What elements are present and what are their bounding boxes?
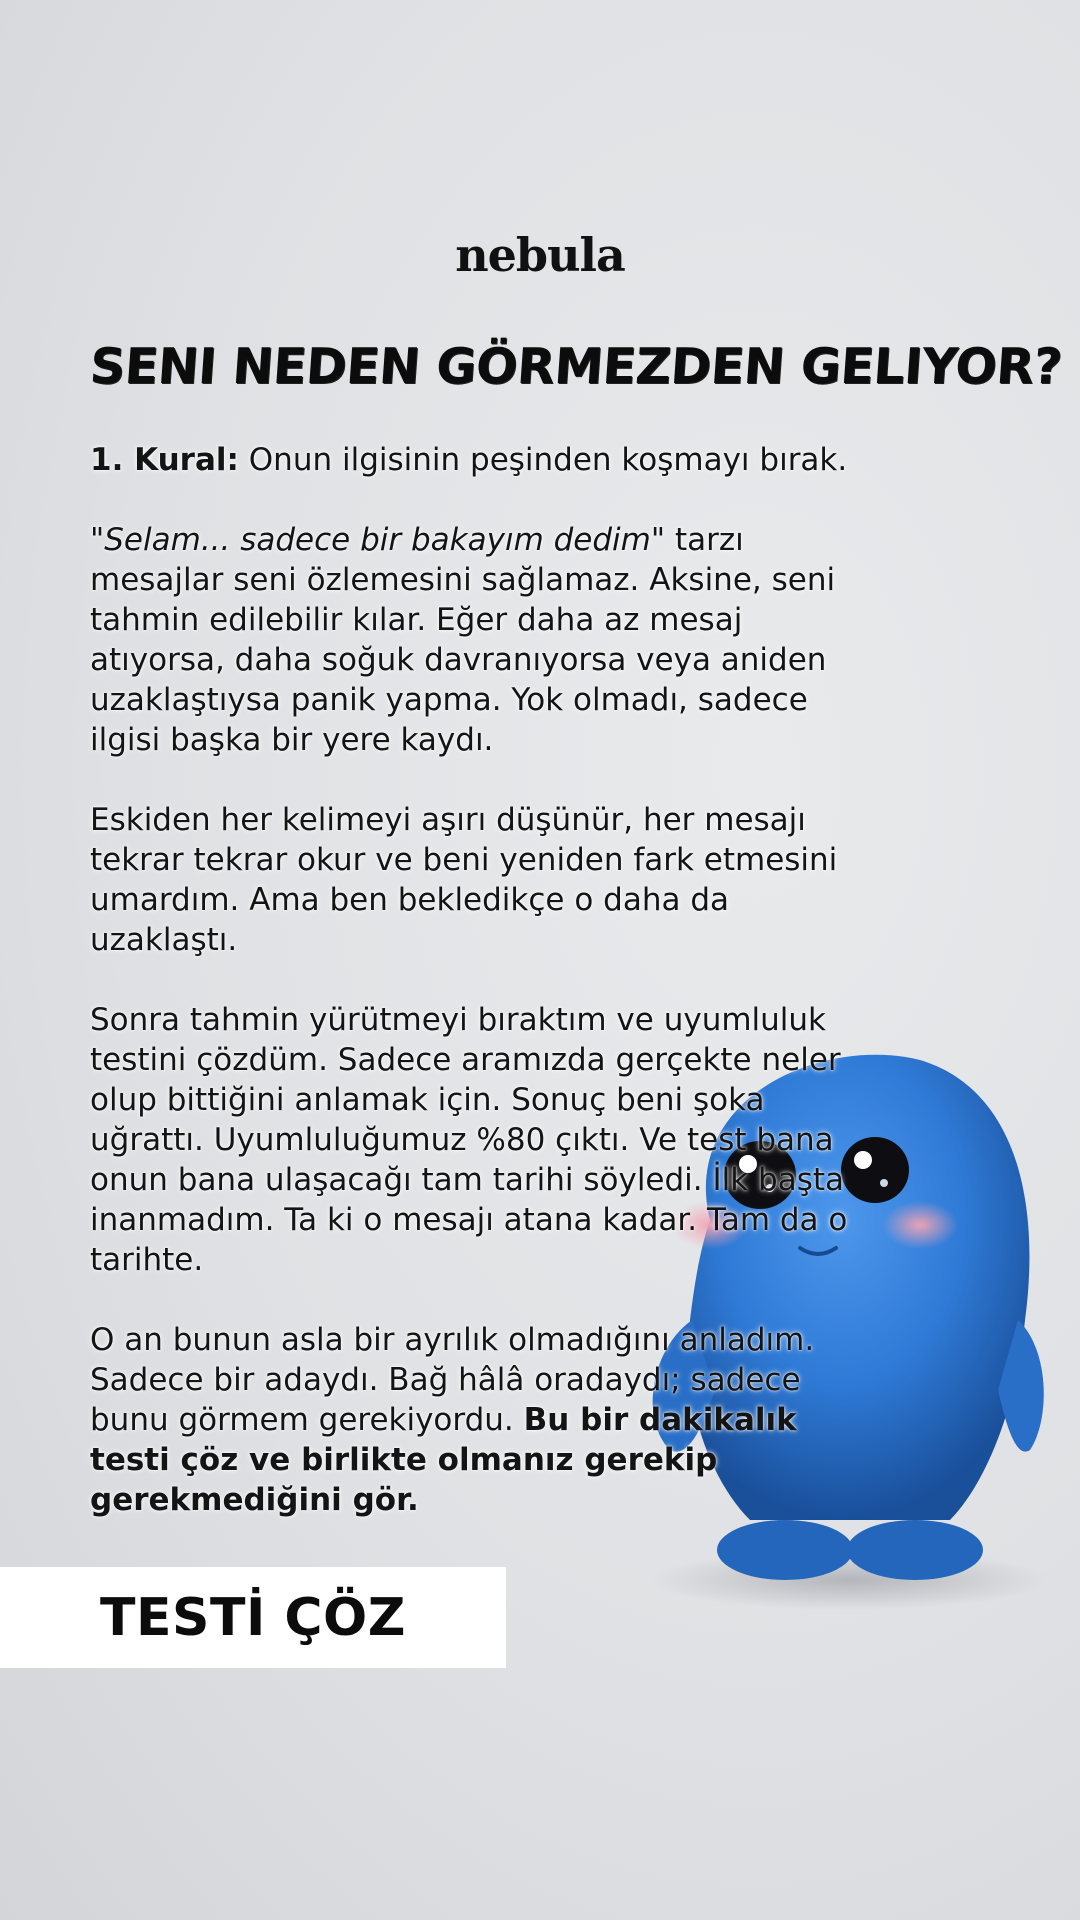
headline: SENI NEDEN GÖRMEZDEN GELIYOR? bbox=[88, 338, 1064, 395]
paragraph-1-text: tarzı mesajlar seni özlemesini sağlamaz. Aksine, seni tahmin edilebilir kılar. Eğer daha az mesaj atıyorsa, daha soğuk davranıyorsa veya aniden uzaklaştıysa panik yapma. Yok olmadı, sadece ilgisi başka bir yere kaydı. bbox=[90, 522, 836, 758]
paragraph-4-bold: Bu bir dakikalık testi çöz ve birlikte olmanız gerekip gerekmediğini gör. bbox=[90, 1402, 797, 1518]
rule-paragraph bbox=[90, 440, 880, 480]
rule-text: Onun ilgisinin peşinden koşmayı bırak. bbox=[238, 442, 848, 478]
paragraph-4-text: O an bunun asla bir ayrılık olmadığını anladım. Sadece bir adaydı. Bağ hâlâ oradaydı; sadece bunu görmem gerekiyordu. bbox=[90, 1322, 815, 1438]
paragraph-1 bbox=[90, 520, 880, 760]
rule-label: 1. Kural: bbox=[90, 442, 239, 478]
take-test-button[interactable] bbox=[0, 1567, 506, 1668]
paragraph-2: Eskiden her kelimeyi aşırı düşünür, her mesajı tekrar tekrar okur ve beni yeniden fark etmesini umardım. Ama ben bekledikçe o daha da uzaklaştı. bbox=[90, 802, 838, 958]
article-body bbox=[90, 440, 880, 1560]
paragraph-3: Sonra tahmin yürütmeyi bıraktım ve uyumluluk testini çözdüm. Sadece aramızda gerçekte neler olup bittiğini anlamak için. Sonuç beni şoka uğrattı. Uyumluluğumuz %80 çıktı. Ve test bana onun bana ulaşacağı tam tarihi söyledi. İlk başta inanmadım. Ta ki o mesajı atana kadar. Tam da o tarihte. bbox=[90, 1002, 848, 1278]
paragraph-4 bbox=[90, 1320, 880, 1520]
brand-logo: nebula bbox=[455, 228, 625, 282]
paragraph-1-quote: "Selam... sadece bir bakayım dedim" bbox=[90, 522, 666, 558]
take-test-button-label: TESTİ ÇÖZ bbox=[100, 1587, 406, 1648]
